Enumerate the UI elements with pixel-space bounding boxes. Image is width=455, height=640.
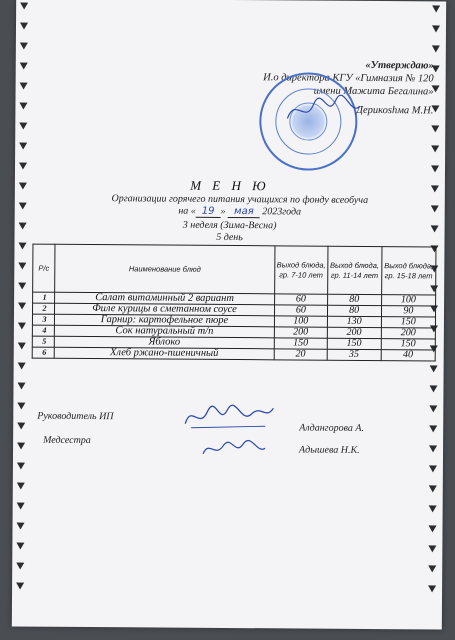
menu-document (12, 0, 446, 629)
row-number: 6 (32, 347, 54, 358)
portion-7-10: 60 (275, 294, 328, 305)
dish-name: Яблоко (54, 336, 274, 349)
nurse-signature (199, 436, 269, 462)
col-header-dish: Наименование блюд (55, 244, 275, 294)
head-label: Руководитель ИП (37, 410, 114, 423)
table-header-row (33, 244, 436, 295)
menu-table (32, 244, 437, 362)
dish-name: Салат витаминный 2 вариант (55, 292, 275, 305)
menu-date (55, 205, 425, 219)
portion-15-18: 150 (381, 317, 435, 328)
table-row (32, 347, 435, 361)
dish-name: Гарнир: картофельное пюре (54, 314, 274, 327)
head-name: Алдангорова А. (299, 422, 365, 434)
head-signature (181, 400, 277, 435)
approval-line2: имени Мажита Бегалина» (313, 85, 434, 98)
portion-7-10: 100 (274, 316, 327, 327)
nurse-name: Адышева Н.К. (299, 444, 360, 456)
approval-line1: И.о директора КГУ «Гимназия № 120 (263, 72, 434, 85)
portion-15-18: 90 (381, 306, 435, 317)
nurse-label: Медсестра (43, 434, 91, 447)
portion-11-14: 35 (327, 349, 381, 360)
director-name: Дерикоshма М.Н. (356, 104, 434, 117)
portion-7-10: 200 (274, 327, 327, 338)
portion-11-14: 200 (327, 327, 381, 338)
row-number: 5 (32, 336, 54, 347)
menu-title: М Е Н Ю (190, 177, 270, 194)
portion-15-18: 100 (381, 295, 435, 306)
date-prefix: на « (178, 205, 196, 217)
portion-11-14: 80 (327, 294, 381, 305)
portion-15-18: 150 (381, 339, 435, 350)
perforation-left (16, 3, 30, 623)
row-number: 3 (32, 314, 54, 325)
row-number: 2 (32, 303, 54, 314)
date-mid: » (220, 205, 226, 217)
portion-11-14: 80 (327, 305, 381, 316)
menu-week: 3 неделя (Зима-Весна) (182, 219, 277, 232)
date-day: 19 (196, 206, 221, 218)
menu-subtitle: Организации горячего питания учащихся по фонду всеобуча (111, 193, 369, 206)
dish-name: Хлеб ржано-пшеничный (54, 347, 274, 360)
portion-11-14: 150 (327, 338, 381, 349)
portion-11-14: 130 (327, 316, 381, 327)
row-number: 4 (32, 325, 54, 336)
director-signature (283, 88, 363, 129)
col-header-number: Р/с (33, 244, 55, 292)
portion-15-18: 200 (381, 328, 435, 339)
portion-7-10: 20 (274, 349, 327, 360)
date-suffix: 2023года (262, 206, 302, 218)
portion-15-18: 40 (381, 350, 435, 361)
dish-name: Филе курицы в сметанном соусе (54, 303, 274, 316)
approval-title: «Утверждаю» (365, 59, 434, 72)
col-header-11-14: Выход блюда, гр. 11-14 лет (327, 246, 381, 294)
row-number: 1 (33, 292, 55, 303)
col-header-7-10: Выход блюда, гр. 7-10 лет (275, 246, 328, 294)
portion-7-10: 150 (274, 338, 327, 349)
col-header-15-18: Выход блюда, гр. 15-18 лет (381, 247, 436, 295)
portion-7-10: 60 (274, 305, 327, 316)
menu-day: 5 день (216, 231, 243, 244)
dish-name: Сок натуральный т/п (54, 325, 274, 338)
date-month: мая (228, 206, 260, 218)
